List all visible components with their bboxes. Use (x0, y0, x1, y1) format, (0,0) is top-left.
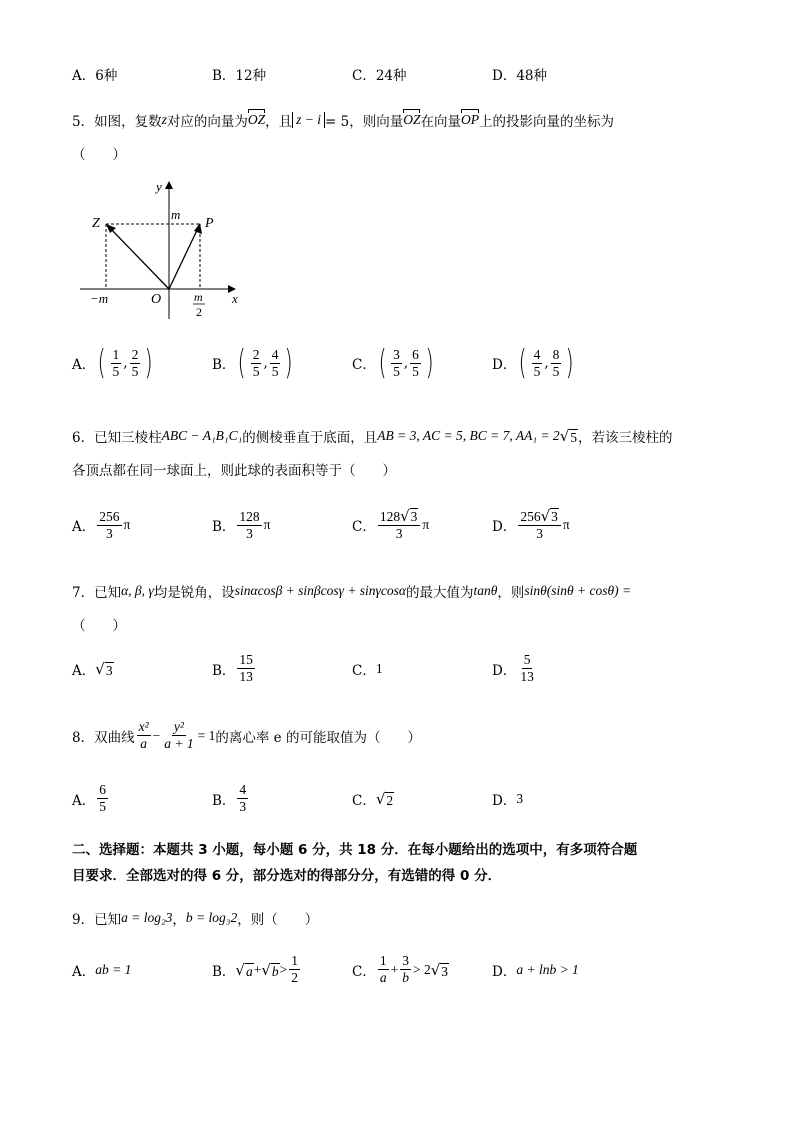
label-neg-m: −m (90, 291, 109, 306)
frac: $\frac{\text{x²}}{a}$ (138, 719, 149, 751)
q6-option-d (492, 508, 632, 542)
q8-text: 的离心率 e 的可能取值为（ ） (215, 729, 421, 746)
option-label: C． (352, 963, 376, 980)
y-axis-arrow-icon (165, 181, 173, 189)
q6-options (72, 508, 632, 542)
q9-expr-a: a = log₂3 (121, 910, 173, 925)
q4-option-d: D．48种 (492, 68, 548, 84)
q5-text: ，且 (265, 114, 293, 130)
q5-option-c: C． ( $\frac{3}{5}$ , $\frac{6}{5}$ ) (352, 343, 434, 383)
gt: > (279, 961, 288, 977)
frac: $\frac{256}{3}$ (99, 508, 120, 541)
q5-option-b: B． ( $\frac{2}{5}$ , $\frac{4}{5}$ ) (212, 343, 294, 383)
option-label: C． (352, 519, 376, 535)
q7-vars: α, β, γ (121, 583, 154, 598)
option-label: C． (352, 662, 376, 679)
q8-option-c (352, 789, 492, 809)
vector-op (169, 226, 199, 289)
equals: = 1 (197, 727, 216, 743)
q8-option-b (212, 782, 352, 815)
vector-oz-arrow-icon (106, 224, 116, 233)
q6-stem-line2: 各顶点都在同一球面上，则此球的表面积等于（ ） (72, 463, 396, 479)
q9-expr-b: b = log₃2 (185, 910, 238, 925)
q6-prism: ABC − A₁B₁C₁ (161, 428, 243, 443)
label-x: x (232, 291, 238, 306)
frac: $\frac{\text{y²}}{a + 1}$ (164, 719, 194, 751)
label-o: O (151, 292, 162, 307)
option-label: D． (492, 963, 517, 980)
label-m: m (171, 207, 181, 222)
q9-option-b (212, 953, 352, 986)
q5-vector-oz: OZ (247, 112, 266, 127)
option-label: A． (72, 792, 96, 809)
q9-stem (72, 908, 318, 928)
plus: + (390, 961, 399, 977)
frac: 128 √ 3 3 (378, 508, 421, 542)
q4-option-b: B．12种 (212, 68, 267, 84)
q7-option-b (212, 652, 352, 685)
frac: $\frac{3}{b}$ (402, 953, 409, 985)
q5-options (72, 343, 632, 383)
q9-option-a (72, 960, 212, 980)
frac: $\frac{6}{5}$ (99, 782, 106, 814)
frac: $\frac{1}{a}$ (379, 953, 387, 985)
option-label: B． (212, 519, 236, 535)
frac: $\frac{4}{3}$ (239, 782, 247, 814)
q7-expression: sinαcosβ + sinβcosγ + sinγcosα (234, 583, 406, 598)
q5-var-z: z (161, 112, 167, 127)
q6-option-b (212, 509, 352, 542)
option-label: A． (72, 662, 96, 679)
q5-text: 5．如图，复数 (72, 114, 162, 130)
q8-option-d-value: 3 (516, 790, 524, 806)
q6-option-a (72, 509, 212, 542)
option-label: C． (352, 792, 376, 809)
frac: $\frac{128}{3}$ (239, 508, 260, 541)
plus: + (253, 961, 262, 977)
option-label: B． (212, 662, 236, 679)
option-label: D． (492, 662, 517, 679)
option-label: A． (72, 357, 96, 373)
q5-modulus: z − i (292, 112, 325, 128)
q5-text: 上的投影向量的坐标为 (478, 114, 614, 130)
q9-options (72, 953, 632, 986)
q4-option-c: C．24种 (352, 68, 407, 84)
frac: $\frac{2}{5}$ (131, 346, 139, 379)
q8-stem (72, 719, 421, 752)
q6-text: ，若该三棱柱的 (578, 430, 673, 446)
q9-text: ，则（ ） (237, 912, 319, 928)
sqrt: √ 2 (375, 789, 394, 808)
q8-text: 8．双曲线 (72, 729, 135, 746)
label-y: y (156, 179, 162, 194)
q9-text: 9．已知 (72, 912, 122, 928)
q5-figure (72, 175, 252, 325)
q7-text: 的最大值为 (405, 585, 474, 601)
q5-text: 在向量 (420, 114, 461, 130)
vector-oz (108, 226, 169, 289)
sqrt: √ 3 (430, 960, 449, 979)
option-label: B． (212, 963, 236, 980)
option-label: C． (352, 357, 376, 373)
frac: $\frac{4}{5}$ (533, 346, 541, 379)
frac: $\frac{6}{5}$ (412, 346, 419, 379)
label-m-half-num: m (194, 290, 203, 304)
q7-option-c (352, 659, 492, 679)
vector-op-arrow-icon (194, 223, 202, 234)
sqrt: √ b (261, 960, 279, 979)
frac: $\frac{15}{13}$ (239, 652, 253, 684)
option-label: A． (72, 963, 96, 980)
frac: 256 √ 3 3 (518, 508, 561, 542)
q6-option-c (352, 508, 492, 542)
sqrt: √ 3 (95, 659, 113, 678)
q7-paren: （ ） (72, 618, 126, 634)
q7-expression-2: sinθ(sinθ + cosθ) = (524, 583, 632, 598)
q5-text: 对应的向量为 (166, 114, 248, 130)
option-label: D． (492, 519, 517, 535)
sqrt: √ a (235, 960, 253, 979)
frac: $\frac{4}{5}$ (271, 346, 279, 379)
q6-text: 的侧棱垂直于底面，且 (242, 430, 378, 446)
frac: $\frac{1}{5}$ (112, 346, 120, 379)
q9-option-c (352, 953, 492, 986)
option-label: D． (492, 792, 517, 809)
q7-options (72, 652, 632, 685)
pi: π (263, 517, 271, 532)
frac: $\frac{2}{5}$ (252, 346, 260, 379)
pi: π (123, 517, 131, 532)
q5-vector-oz-2: OZ (403, 112, 421, 127)
q8-options (72, 782, 632, 815)
q8-option-d (492, 789, 632, 809)
section2-heading-line2: 目要求．全部选对的得 6 分，部分选对的得部分分，有选错的得 0 分． (72, 868, 502, 884)
q7-tan: tanθ (473, 583, 498, 598)
q9-text: ， (172, 912, 186, 928)
q5-text: = 5，则向量 (325, 114, 404, 130)
label-z: Z (92, 216, 100, 231)
q5-option-a: A． ( $\frac{1}{5}$ , $\frac{2}{5}$ ) (72, 343, 153, 383)
option-label: A． (72, 519, 96, 535)
q9-option-a-expr: ab = 1 (95, 961, 132, 977)
q5-stem (72, 110, 614, 130)
q7-option-a (72, 659, 212, 679)
frac: $\frac{1}{2}$ (291, 953, 299, 985)
q8-option-a (72, 782, 212, 815)
q5-paren: （ ） (72, 147, 126, 163)
pi: π (422, 517, 430, 532)
label-p: P (205, 216, 214, 231)
q4-option-a: A．6种 (72, 68, 118, 84)
frac: $\frac{5}{13}$ (520, 652, 534, 684)
frac: $\frac{3}{5}$ (393, 346, 400, 379)
q5-vector-op: OP (460, 112, 479, 127)
q9-option-d-expr: a + lnb > 1 (516, 961, 579, 977)
section2-heading-line1: 二、选择题：本题共 3 小题，每小题 6 分，共 18 分．在每小题给出的选项中，有多项符合题 (72, 842, 638, 858)
q6-text: 6．已知三棱柱 (72, 430, 162, 446)
q7-text: 均是锐角，设 (153, 585, 235, 601)
option-label: B． (212, 792, 236, 809)
q6-stem-line1 (72, 426, 673, 446)
minus: − (152, 727, 161, 743)
sqrt: √ 5 (559, 427, 577, 445)
q6-condition: AB = 3, AC = 5, BC = 7, AA₁ = 2 (377, 428, 560, 443)
q5-option-d: D． ( $\frac{4}{5}$ , $\frac{8}{5}$ ) (492, 343, 575, 383)
q7-text: 7．已知 (72, 585, 122, 601)
q4-options (72, 64, 632, 84)
q7-option-d (492, 652, 632, 685)
option-label: B． (212, 357, 236, 373)
q7-text: ，则 (497, 585, 525, 601)
pi: π (562, 517, 570, 532)
frac: $\frac{8}{5}$ (552, 346, 560, 379)
option-label: D． (492, 357, 517, 373)
q7-stem (72, 581, 631, 601)
q9-option-d (492, 960, 632, 980)
q7-option-c-value: 1 (375, 660, 383, 676)
label-m-half-den: 2 (196, 305, 202, 319)
gt: > 2 (412, 961, 431, 977)
